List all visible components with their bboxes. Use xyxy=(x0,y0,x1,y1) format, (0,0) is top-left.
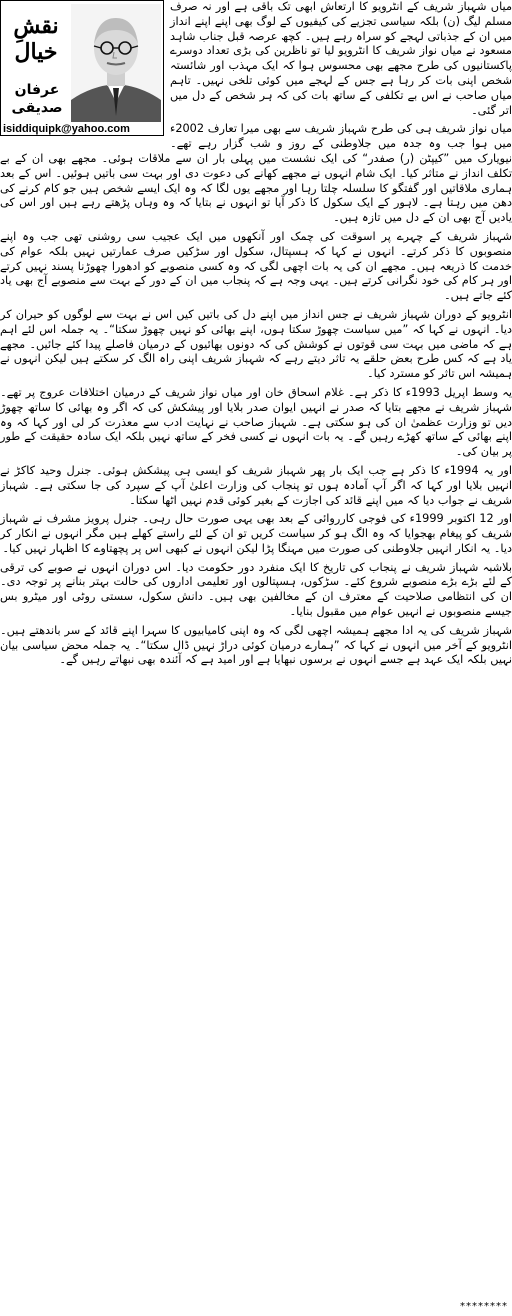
article-paragraph: انٹرویو کے دوران شہباز شریف نے جس انداز میں اپنے دل کی باتیں کیں اس نے بہت سے لوگوں کو حیران کر دیا۔ انہوں نے کہا کہ ”میں سیاست چھوڑ سکتا ہوں، اپنے بھائی کو نہیں چھوڑ سکتا“۔ یہ جملہ اس لئے اہم ہے کہ ماضی میں بہت سی قوتوں نے کوشش کی کہ دونوں بھائیوں کے درمیان فاصلے پیدا کئے جائیں۔ مجھے یاد ہے کہ کس طرح بعض حلقے یہ تاثر دیتے رہے کہ شہباز شریف اپنی راہ الگ کر سکتے ہیں لیکن انہوں نے ہمیشہ اس تاثر کو مسترد کیا۔ xyxy=(0,307,512,381)
article-paragraph: اور یہ 1994ء کا ذکر ہے جب ایک بار پھر شہباز شریف کو ایسی ہی پیشکش ہوئی۔ جنرل وحید کاکڑ نے انہیں بلایا اور کہا کہ اگر آپ آمادہ ہوں تو پنجاب کی وزارت اعلیٰ آپ کے سپرد کی جا سکتی ہے۔ شہباز شریف نے جواب دیا کہ میں اپنے قائد کی اجازت کے بغیر کوئی قدم نہیں اٹھا سکتا۔ xyxy=(0,463,512,507)
column-logo: نقشِ خیال xyxy=(13,13,59,65)
author-email: isiddiquipk@yahoo.com xyxy=(3,123,130,135)
column-header xyxy=(0,0,164,136)
article-paragraph: یہ وسط اپریل 1993ء کا ذکر ہے۔ غلام اسحاق خان اور میاں نواز شریف کے درمیان اختلافات عروج پر تھے۔ شہباز شریف نے مجھے بتایا کہ صدر نے انہیں ایوان صدر بلایا اور پیشکش کی کہ اگر وہ بھائی کا ساتھ چھوڑ دیں تو وزارت عظمیٰ ان کی ہو سکتی ہے۔ شہباز صاحب نے نہایت ادب سے معذرت کر لی اور کہا کہ وہ اپنے بھائی کے ساتھ کھڑے رہیں گے۔ یہ بات انہوں نے کسی فخر کے ساتھ نہیں بلکہ ایک سادہ حقیقت کے طور پر بیان کی۔ xyxy=(0,385,512,459)
end-mark: ******** xyxy=(460,1301,508,1312)
article-paragraph: میاں نواز شریف ہی کی طرح شہباز شریف سے بھی میرا تعارف 2002ء میں ہوا جب وہ جدہ میں جلاوطنی کے روز و شب گزار رہے تھے۔ نیویارک میں ”کیپٹن (ر) صفدر“ کی ایک نشست میں پہلی بار ان سے ملاقات ہوئی۔ مجھے بھی ان کے بے تکلف انداز نے متاثر کیا۔ ایک شام انہوں نے مجھے کھانے کی دعوت دی اور بہت سی باتیں ہوئیں۔ اس کے بعد ہماری ملاقاتیں اور گفتگو کا سلسلہ چلتا رہا اور مجھے یوں لگا کہ وہ ایک ایسے شخص ہیں جو کام کرنے کی دھن میں رہتا ہے۔ لاہور کے ایک سکول کا ذکر آیا تو انہوں نے بتایا کہ وہ وہاں پڑھتے رہے ہیں اور اس کی یادیں آج بھی ان کے دل میں تازہ ہیں۔ xyxy=(0,122,512,225)
article-paragraph: شہباز شریف کی یہ ادا مجھے ہمیشہ اچھی لگی کہ وہ اپنی کامیابیوں کا سہرا اپنے قائد کے سر باندھتے ہیں۔ انٹرویو کے آخر میں انہوں نے کہا کہ ”ہمارے درمیان کوئی دراڑ نہیں ڈال سکتا“۔ یہ جملہ محض سیاسی بیان نہیں بلکہ ایک عہد ہے جسے انہوں نے برسوں نبھایا ہے اور امید ہے کہ آئندہ بھی نبھاتے رہیں گے۔ xyxy=(0,623,512,667)
article-paragraph: شہباز شریف کے چہرے پر اسوقت کی چمک اور آنکھوں میں ایک عجیب سی روشنی تھی جب وہ اپنے منصوبوں کا ذکر کرتے۔ انہوں نے کہا کہ ہسپتال، سکول اور سڑکیں صرف عمارتیں نہیں بلکہ عوام کی خدمت کا ذریعہ ہیں۔ مجھے ان کی یہ بات اچھی لگی کہ وہ کسی منصوبے کو ادھورا چھوڑنا پسند نہیں کرتے اور ہر کام کی خود نگرانی کرتے ہیں۔ یہی وجہ ہے کہ پنجاب میں ان کے دور کے بہت سے منصوبے آج بھی یاد کئے جاتے ہیں۔ xyxy=(0,229,512,303)
author-portrait-image xyxy=(71,4,161,122)
article-paragraph: بلاشبہ شہباز شریف نے پنجاب کی تاریخ کا ایک منفرد دور حکومت دیا۔ اس دوران انہوں نے صوبے کی ترقی کے لئے بڑے بڑے منصوبے شروع کئے۔ سڑکوں، ہسپتالوں اور تعلیمی اداروں کی حالت بہتر بنانے پر توجہ دی۔ ان کی انتظامی صلاحیت کے معترف ان کے مخالفین بھی ہیں۔ دانش سکول، سستی روٹی اور میٹرو بس جیسے منصوبوں نے انہیں عوام میں مقبول بنایا۔ xyxy=(0,560,512,619)
author-name: عرفان صدیقی xyxy=(11,82,63,116)
article-paragraph: میاں شہباز شریف کے انٹرویو کا ارتعاش ابھی تک باقی ہے اور نہ صرف مسلم لیگ (ن) بلکہ سیاسی تجزیے کی کیفیوں کے لوگ بھی اپنے اپنے انداز میں ان کے جذباتی لہجے کو سراہ رہے ہیں۔ کچھ عرصہ قبل جناب شاہد مسعود نے میاں نواز شریف کا انٹرویو لیا تو ناظرین کی بڑی تعداد دوسرے پاکستانیوں کی طرح مجھے بھی محسوس ہوا کہ ایک مہذب اور شائستہ شخص اپنی بات کر رہا ہے جس کے لہجے میں کوئی تلخی نہیں۔ تاہم میاں صاحب نے اس بے تکلفی کے ساتھ بات کی کہ ہر شخص کے دل میں اتر گئی۔ xyxy=(170,0,512,117)
author-portrait xyxy=(71,4,161,122)
article-paragraph: اور 12 اکتوبر 1999ء کی فوجی کارروائی کے بعد بھی یہی صورت حال رہی۔ جنرل پرویز مشرف نے شہباز شریف کو پیغام بھجوایا کہ وہ الگ ہو کر سیاست کریں تو ان کے لئے راستے کھلے ہیں مگر انہوں نے انکار کر دیا۔ یہ انکار انہیں جلاوطنی کی صورت میں مہنگا پڑا لیکن انہوں نے کبھی اس پر پچھتاوے کا اظہار نہیں کیا۔ xyxy=(0,512,512,555)
